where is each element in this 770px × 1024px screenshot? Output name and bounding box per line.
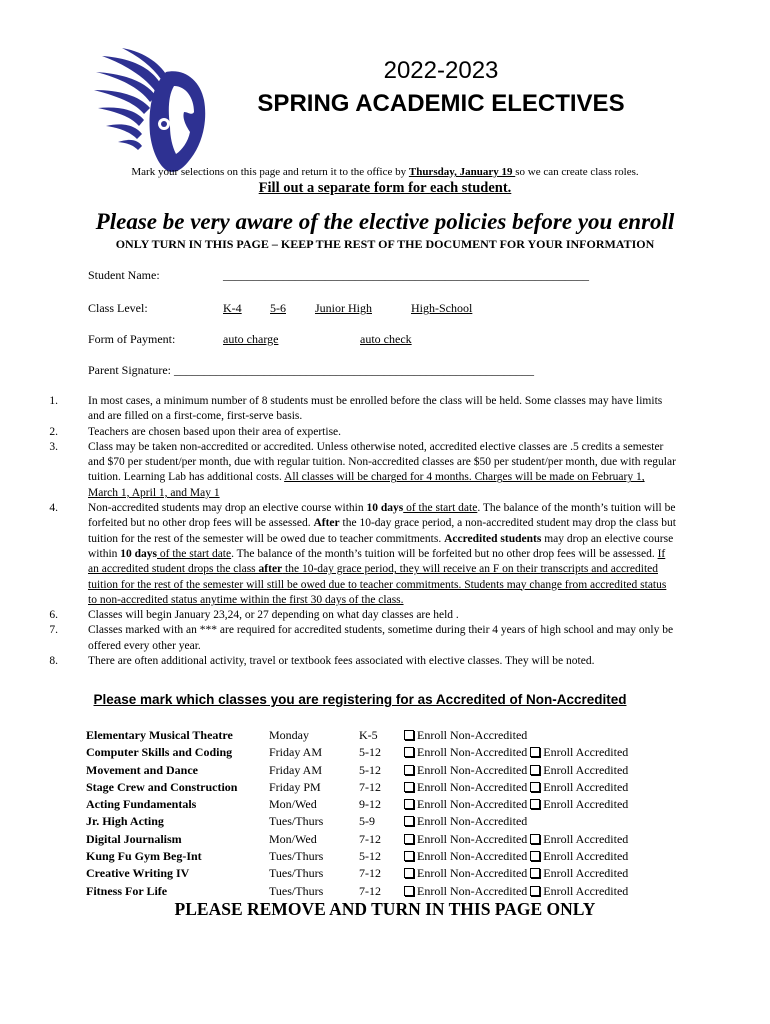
option-label: Enroll Non-Accredited xyxy=(417,779,528,794)
class-row xyxy=(86,727,628,744)
payment-label: Form of Payment: xyxy=(88,332,176,346)
policy-item: 8. There are often additional activity, travel or textbook fees associated with elective classes. They will be noted. xyxy=(49,655,595,668)
class-day: Friday PM xyxy=(269,779,321,794)
class-level-high-school[interactable]: High-School xyxy=(411,301,473,315)
class-grade: K-5 xyxy=(359,728,378,742)
option-label: Enroll Non-Accredited xyxy=(417,849,528,864)
class-day: Tues/Thurs xyxy=(269,866,324,881)
checkbox-icon[interactable] xyxy=(530,747,540,757)
class-row xyxy=(86,848,628,865)
payment-auto-charge[interactable]: auto charge xyxy=(223,332,279,346)
class-name: Creative Writing IV xyxy=(86,866,190,881)
class-name: Computer Skills and Coding xyxy=(86,745,233,760)
enroll-non-accredited-option[interactable] xyxy=(404,745,527,759)
option-label: Enroll Accredited xyxy=(543,866,629,881)
class-options xyxy=(404,744,628,761)
class-grade: 7-12 xyxy=(359,831,381,846)
checkbox-icon[interactable] xyxy=(530,851,540,861)
turn-in-notice: ONLY TURN IN THIS PAGE – KEEP THE REST OF THE DOCUMENT FOR YOUR INFORMATION xyxy=(115,237,655,251)
policy-item: 1. In most cases, a minimum number of 8 students must be enrolled before the class will be held. Some classes may have limits and are filled on a first-come, first-serve basis. xyxy=(49,395,663,423)
option-label: Enroll Accredited xyxy=(543,779,629,794)
class-day: Tues/Thurs xyxy=(269,849,324,864)
class-name: Fitness For Life xyxy=(86,883,168,898)
class-level-label: Class Level: xyxy=(88,301,148,315)
option-label: Enroll Non-Accredited xyxy=(417,831,528,846)
class-name: Jr. High Acting xyxy=(86,814,164,829)
class-day: Tues/Thurs xyxy=(269,883,324,898)
enroll-accredited-option[interactable] xyxy=(530,745,628,759)
checkbox-icon[interactable] xyxy=(404,799,414,809)
enroll-accredited-option[interactable] xyxy=(530,849,628,863)
class-grade: 7-12 xyxy=(359,883,381,898)
class-row xyxy=(86,779,628,796)
policy-item: 2. Teachers are chosen based upon their area of expertise. xyxy=(49,425,342,438)
student-name-field[interactable]: _____________________________________________________________ xyxy=(223,268,589,282)
checkbox-icon[interactable] xyxy=(404,851,414,861)
enroll-accredited-option[interactable] xyxy=(530,866,628,880)
class-grade: 5-12 xyxy=(359,762,381,777)
class-name: Stage Crew and Construction xyxy=(86,779,238,794)
class-row xyxy=(86,883,628,900)
class-grade: 5-9 xyxy=(359,814,375,829)
option-label: Enroll Non-Accredited xyxy=(417,762,528,777)
class-options xyxy=(404,831,628,848)
class-day: Friday AM xyxy=(269,762,323,777)
enroll-non-accredited-option[interactable] xyxy=(404,797,527,811)
class-name: Movement and Dance xyxy=(86,762,198,777)
checkbox-icon[interactable] xyxy=(530,782,540,792)
checkbox-icon[interactable] xyxy=(404,816,414,826)
class-grade: 7-12 xyxy=(359,866,381,881)
class-grade: 7-12 xyxy=(359,779,381,794)
class-options xyxy=(404,727,628,744)
instructions-text: Mark your selections on this page and return it to the office by Thursday, January 19 so we can create class roles. xyxy=(131,166,639,178)
option-label: Enroll Non-Accredited xyxy=(417,797,528,812)
option-label: Enroll Accredited xyxy=(543,883,629,898)
policy-item: 6. Classes will begin January 23,24, or 27 depending on what day classes are held . xyxy=(49,609,459,622)
enroll-accredited-option[interactable] xyxy=(530,884,628,898)
class-options xyxy=(404,813,628,830)
payment-auto-check[interactable]: auto check xyxy=(360,332,412,346)
policy-item: 7. Classes marked with an *** are required for accredited students, sometime during their 4 years of high school and may only be offered every other year. xyxy=(49,624,674,652)
checkbox-icon[interactable] xyxy=(530,886,540,896)
class-level-junior-high[interactable]: Junior High xyxy=(315,301,372,315)
checkbox-icon[interactable] xyxy=(530,765,540,775)
class-row xyxy=(86,744,628,761)
option-label: Enroll Non-Accredited xyxy=(417,814,528,829)
enroll-accredited-option[interactable] xyxy=(530,780,628,794)
checkbox-icon[interactable] xyxy=(530,868,540,878)
option-label: Enroll Non-Accredited xyxy=(417,883,528,898)
class-options xyxy=(404,779,628,796)
class-row xyxy=(86,796,628,813)
policy-list xyxy=(36,394,676,669)
footer-notice: PLEASE REMOVE AND TURN IN THIS PAGE ONLY xyxy=(174,899,596,919)
checkbox-icon[interactable] xyxy=(530,799,540,809)
checkbox-icon[interactable] xyxy=(404,782,414,792)
class-row xyxy=(86,865,628,882)
enroll-non-accredited-option[interactable] xyxy=(404,728,527,742)
class-row xyxy=(86,831,628,848)
policy-item: 3. Class may be taken non-accredited or accredited. Unless otherwise noted, accredited elective classes are .5 credits a semester and $70 per student/per month, due with regular tuition. Non-accredited classes are $50 per student/per month, due with regular tuition. Learning Lab has additional costs. All classes will be charged for 4 months. Charges will be made on February 1, March 1, April 1, and May 1 xyxy=(49,440,676,499)
separate-form-notice: Fill out a separate form for each student. xyxy=(258,180,512,196)
checkbox-icon[interactable] xyxy=(404,868,414,878)
class-day: Friday AM xyxy=(269,745,323,760)
enroll-accredited-option[interactable] xyxy=(530,763,628,777)
class-name: Elementary Musical Theatre xyxy=(86,728,233,742)
policy-item: 4. Non-accredited students may drop an elective course within 10 days of the start date. The balance of the month’s tuition will be forfeited but no other drop fees will be assessed. After the 10-day grace period, a non-accredited student may drop the class but tuition for the rest of the semester will be owed due to teacher commitments. Accredited students may drop an elective course within 10 days of the start date. The balance of the month’s tuition will be forfeited but no other drop fees will be assessed. If an accredited student drops the class after the 10-day grace period, they will receive an F on their transcripts and accredited tuition for the rest of the semester will still be owed due to teacher commitments. Students may change from accredited status to non-accredited status anytime within the first 30 days of the class. xyxy=(49,502,676,606)
class-name: Acting Fundamentals xyxy=(86,797,197,812)
class-grade: 5-12 xyxy=(359,849,381,864)
enroll-non-accredited-option[interactable] xyxy=(404,849,527,863)
class-name: Digital Journalism xyxy=(86,831,182,846)
option-label: Enroll Accredited xyxy=(543,797,629,812)
enroll-accredited-option[interactable] xyxy=(530,797,628,811)
class-options xyxy=(404,883,628,900)
checkbox-icon[interactable] xyxy=(404,886,414,896)
enroll-non-accredited-option[interactable] xyxy=(404,866,527,880)
class-grade: 9-12 xyxy=(359,797,381,812)
option-label: Enroll Accredited xyxy=(543,849,629,864)
student-name-label: Student Name: xyxy=(88,268,160,282)
option-label: Enroll Accredited xyxy=(543,745,629,760)
option-label: Enroll Accredited xyxy=(543,831,629,846)
school-year: 2022-2023 xyxy=(383,57,499,84)
classes-table xyxy=(86,727,628,900)
class-options xyxy=(404,865,628,882)
class-day: Tues/Thurs xyxy=(269,814,324,829)
enroll-non-accredited-option[interactable] xyxy=(404,884,527,898)
enroll-non-accredited-option[interactable] xyxy=(404,763,527,777)
enroll-accredited-option[interactable] xyxy=(530,832,628,846)
checkbox-icon[interactable] xyxy=(404,765,414,775)
option-label: Enroll Non-Accredited xyxy=(417,728,528,742)
checkbox-icon[interactable] xyxy=(530,834,540,844)
class-level-k4[interactable]: K-4 xyxy=(223,301,242,315)
option-label: Enroll Non-Accredited xyxy=(417,866,528,881)
class-row xyxy=(86,762,628,779)
enroll-non-accredited-option[interactable] xyxy=(404,814,527,828)
school-mascot-logo xyxy=(92,46,212,178)
class-name: Kung Fu Gym Beg-Int xyxy=(86,849,202,864)
class-day: Monday xyxy=(269,728,309,742)
checkbox-icon[interactable] xyxy=(404,747,414,757)
class-options xyxy=(404,848,628,865)
class-options xyxy=(404,762,628,779)
policy-warning-heading: Please be very aware of the elective policies before you enroll xyxy=(95,209,675,234)
enroll-non-accredited-option[interactable] xyxy=(404,832,527,846)
class-row xyxy=(86,813,628,830)
checkbox-icon[interactable] xyxy=(404,730,414,740)
registration-heading: Please mark which classes you are registering for as Accredited of Non-Accredited xyxy=(93,692,627,707)
parent-signature-field[interactable]: Parent Signature: ____________________________________________________________ xyxy=(88,363,534,377)
class-grade: 5-12 xyxy=(359,745,381,760)
deadline-date: Thursday, January 19 xyxy=(408,166,516,178)
option-label: Enroll Non-Accredited xyxy=(417,745,528,760)
class-day: Mon/Wed xyxy=(269,797,317,812)
class-options xyxy=(404,796,628,813)
class-day: Mon/Wed xyxy=(269,831,317,846)
option-label: Enroll Accredited xyxy=(543,762,629,777)
checkbox-icon[interactable] xyxy=(404,834,414,844)
class-level-5-6[interactable]: 5-6 xyxy=(270,301,286,315)
page-title: SPRING ACADEMIC ELECTIVES xyxy=(257,90,625,117)
enroll-non-accredited-option[interactable] xyxy=(404,780,527,794)
